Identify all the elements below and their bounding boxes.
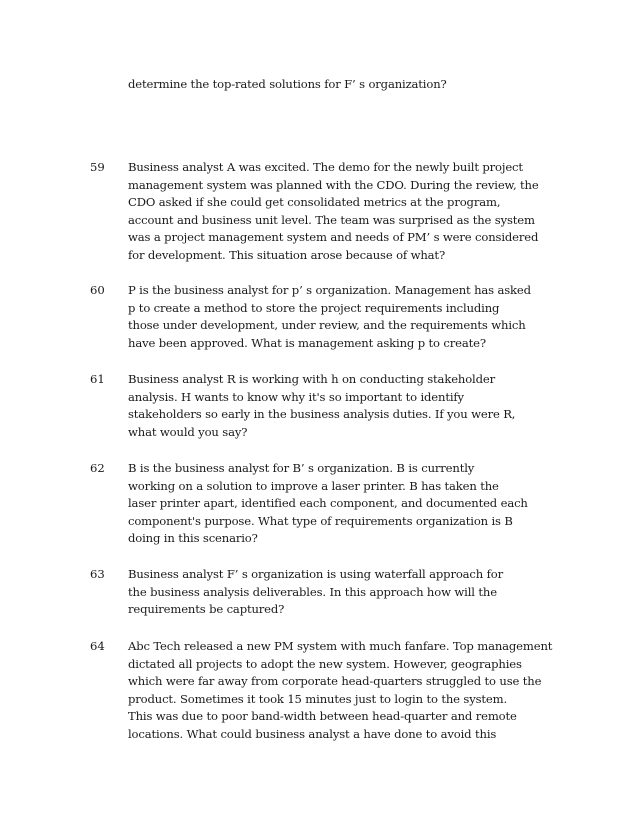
question-line: those under development, under review, and the requirements which (128, 318, 526, 333)
question-line: what would you say? (128, 424, 248, 439)
question-line: B is the business analyst for B’ s organization. B is currently (128, 461, 475, 475)
question-number: 59 (90, 160, 105, 174)
question-text (128, 566, 568, 619)
question-text (128, 371, 568, 441)
question-line: Business analyst A was excited. The demo for the newly built project (128, 160, 523, 174)
question-line: doing in this scenario? (128, 531, 258, 546)
question-line: laser printer apart, identified each component, and documented each (128, 496, 528, 511)
question-line: This was due to poor band-width between head-quarter and remote (128, 709, 517, 724)
question-line: management system was planned with the CDO. During the review, the (128, 177, 539, 192)
question-line: locations. What could business analyst a have done to avoid this (128, 726, 497, 741)
question-line: Business analyst F’ s organization is using waterfall approach for (128, 567, 503, 581)
question-line: have been approved. What is management asking p to create? (128, 335, 486, 350)
question-text (128, 159, 568, 265)
question-number: 64 (90, 639, 105, 653)
question-line: was a project management system and needs of PM’ s were considered (128, 230, 539, 245)
question-number: 61 (90, 372, 105, 386)
continuation-line: determine the top-rated solutions for F’ s organization? (128, 77, 447, 91)
question-line: component's purpose. What type of requirements organization is B (128, 513, 513, 528)
question-line: working on a solution to improve a laser printer. B has taken the (128, 478, 499, 493)
question-line: dictated all projects to adopt the new system. However, geographies (128, 656, 522, 671)
question-number: 62 (90, 461, 105, 475)
question-line: product. Sometimes it took 15 minutes just to login to the system. (128, 691, 507, 706)
question-line: account and business unit level. The team was surprised as the system (128, 212, 535, 227)
question-line: Abc Tech released a new PM system with much fanfare. Top management (128, 639, 553, 653)
question-line: the business analysis deliverables. In this approach how will the (128, 584, 497, 599)
question-text (128, 282, 568, 352)
question-number: 60 (90, 283, 105, 297)
question-line: which were far away from corporate head-quarters struggled to use the (128, 674, 542, 689)
question-text (128, 460, 568, 548)
question-line: p to create a method to store the project requirements including (128, 300, 500, 315)
question-text (128, 638, 568, 744)
question-line: analysis. H wants to know why it's so important to identify (128, 389, 464, 404)
question-line: P is the business analyst for p’ s organization. Management has asked (128, 283, 531, 297)
question-line: for development. This situation arose because of what? (128, 247, 446, 262)
question-line: CDO asked if she could get consolidated metrics at the program, (128, 195, 501, 210)
question-line: requirements be captured? (128, 602, 285, 617)
question-number: 63 (90, 567, 105, 581)
question-line: stakeholders so early in the business analysis duties. If you were R, (128, 407, 516, 422)
question-line: Business analyst R is working with h on conducting stakeholder (128, 372, 495, 386)
